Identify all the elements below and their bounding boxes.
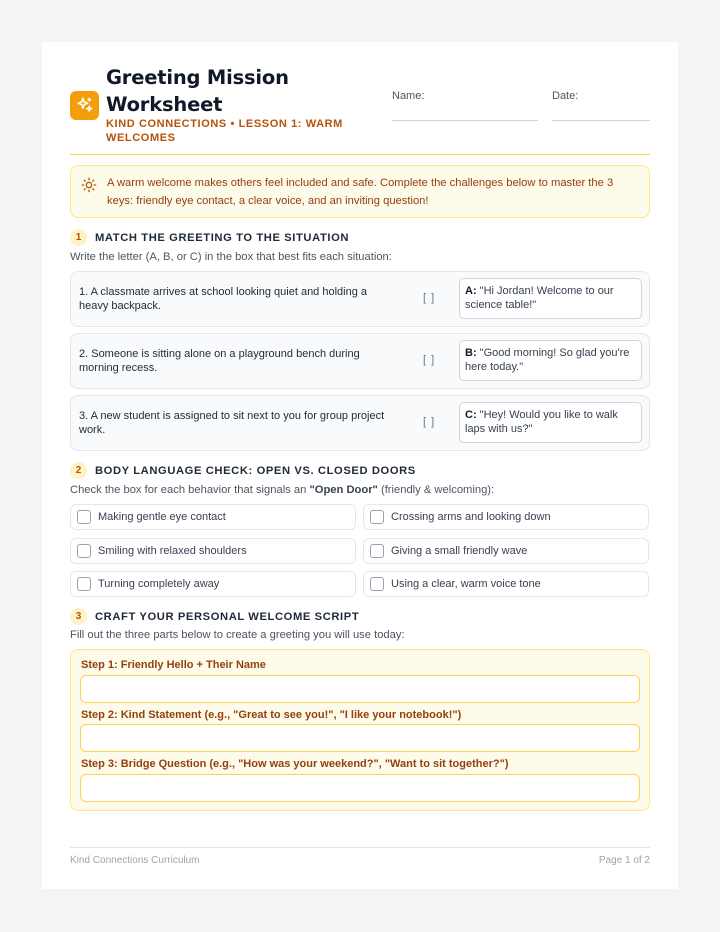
date-field[interactable] bbox=[552, 90, 578, 102]
checkbox[interactable] bbox=[77, 544, 91, 558]
intro-callout bbox=[70, 165, 650, 218]
section-2-instructions bbox=[70, 484, 650, 496]
step-2-input[interactable] bbox=[80, 724, 640, 752]
name-field[interactable] bbox=[392, 90, 424, 102]
checkbox[interactable] bbox=[370, 544, 384, 558]
option-letter: A: bbox=[465, 285, 477, 297]
section-3-heading bbox=[70, 608, 359, 625]
name-label: Name: bbox=[392, 90, 425, 102]
checkbox-label: Using a clear, warm voice tone bbox=[391, 578, 541, 590]
page-title: Greeting Mission Worksheet bbox=[106, 66, 289, 116]
match-row bbox=[70, 333, 650, 389]
step-3-input[interactable] bbox=[80, 774, 640, 802]
scenario-text: 1. A classmate arrives at school looking quiet and holding a heavy backpack. bbox=[79, 286, 368, 312]
greeting-option bbox=[459, 402, 642, 443]
instructions-emphasis: "Open Door" bbox=[309, 484, 378, 496]
sparkle-icon bbox=[70, 91, 99, 120]
answer-box[interactable]: [ ] bbox=[423, 292, 436, 304]
header-divider bbox=[70, 154, 650, 155]
checkbox[interactable] bbox=[77, 577, 91, 591]
section-title: BODY LANGUAGE CHECK: OPEN VS. CLOSED DOORS bbox=[95, 464, 416, 477]
answer-box[interactable]: [ ] bbox=[423, 354, 436, 366]
instructions-text: Check the box for each behavior that signals an bbox=[70, 484, 310, 496]
lesson-subtitle: KIND CONNECTIONS • LESSON 1: WARM WELCOMES bbox=[106, 118, 343, 144]
checkbox-item[interactable] bbox=[70, 504, 356, 530]
name-line[interactable] bbox=[392, 120, 538, 121]
section-number: 2 bbox=[70, 462, 87, 479]
checkbox-label: Giving a small friendly wave bbox=[391, 545, 528, 557]
scenario-text: 3. A new student is assigned to sit next to you for group project work. bbox=[79, 410, 385, 436]
section-title: MATCH THE GREETING TO THE SITUATION bbox=[95, 231, 350, 244]
scenario-text: 2. Someone is sitting alone on a playground bench during morning recess. bbox=[79, 348, 360, 374]
option-text: "Hi Jordan! Welcome to our science table!" bbox=[465, 285, 614, 311]
match-row bbox=[70, 271, 650, 327]
checkbox-item[interactable] bbox=[70, 538, 356, 564]
footer-curriculum: Kind Connections Curriculum bbox=[70, 855, 200, 866]
checkbox[interactable] bbox=[370, 510, 384, 524]
section-number: 3 bbox=[70, 608, 87, 625]
checkbox-label: Turning completely away bbox=[98, 578, 220, 590]
checkbox-label: Making gentle eye contact bbox=[98, 511, 226, 523]
checkbox-item[interactable] bbox=[363, 571, 649, 597]
instructions-text: (friendly & welcoming): bbox=[377, 484, 495, 496]
section-3-instructions: Fill out the three parts below to create a greeting you will use today: bbox=[70, 629, 405, 641]
answer-box[interactable]: [ ] bbox=[423, 416, 436, 428]
option-text: "Hey! Would you like to walk laps with us?" bbox=[465, 409, 618, 435]
worksheet-header bbox=[70, 64, 650, 154]
step-label: Step 2: Kind Statement (e.g., "Great to see you!", "I like your notebook!") bbox=[81, 709, 462, 721]
match-row bbox=[70, 395, 650, 451]
checkbox-item[interactable] bbox=[363, 504, 649, 530]
checkbox-item[interactable] bbox=[363, 538, 649, 564]
step-label: Step 1: Friendly Hello + Their Name bbox=[81, 659, 266, 671]
worksheet-page bbox=[42, 42, 678, 889]
date-line[interactable] bbox=[552, 120, 650, 121]
checkbox-label: Smiling with relaxed shoulders bbox=[98, 545, 247, 557]
checkbox[interactable] bbox=[77, 510, 91, 524]
option-letter: B: bbox=[465, 347, 477, 359]
section-title: CRAFT YOUR PERSONAL WELCOME SCRIPT bbox=[95, 610, 360, 623]
checkbox-item[interactable] bbox=[70, 571, 356, 597]
section-2-heading bbox=[70, 462, 416, 479]
step-label: Step 3: Bridge Question (e.g., "How was your weekend?", "Want to sit together?") bbox=[81, 758, 509, 770]
checkbox[interactable] bbox=[370, 577, 384, 591]
intro-text: A warm welcome makes others feel included and safe. Complete the challenges below to master the 3 keys: friendly eye contact, a clear voice, and an inviting question! bbox=[107, 177, 614, 207]
option-letter: C: bbox=[465, 409, 477, 421]
greeting-option bbox=[459, 340, 642, 381]
sun-icon bbox=[81, 177, 97, 198]
section-1-instructions: Write the letter (A, B, or C) in the box that best fits each situation: bbox=[70, 251, 392, 263]
greeting-option bbox=[459, 278, 642, 319]
welcome-script-box bbox=[70, 649, 650, 811]
checkbox-label: Crossing arms and looking down bbox=[391, 511, 551, 523]
option-text: "Good morning! So glad you're here today." bbox=[465, 347, 630, 373]
step-1-input[interactable] bbox=[80, 675, 640, 703]
section-1-heading bbox=[70, 229, 349, 246]
footer-divider bbox=[70, 847, 650, 848]
page-number: Page 1 of 2 bbox=[598, 855, 650, 866]
date-label: Date: bbox=[552, 90, 579, 102]
section-number: 1 bbox=[70, 229, 87, 246]
